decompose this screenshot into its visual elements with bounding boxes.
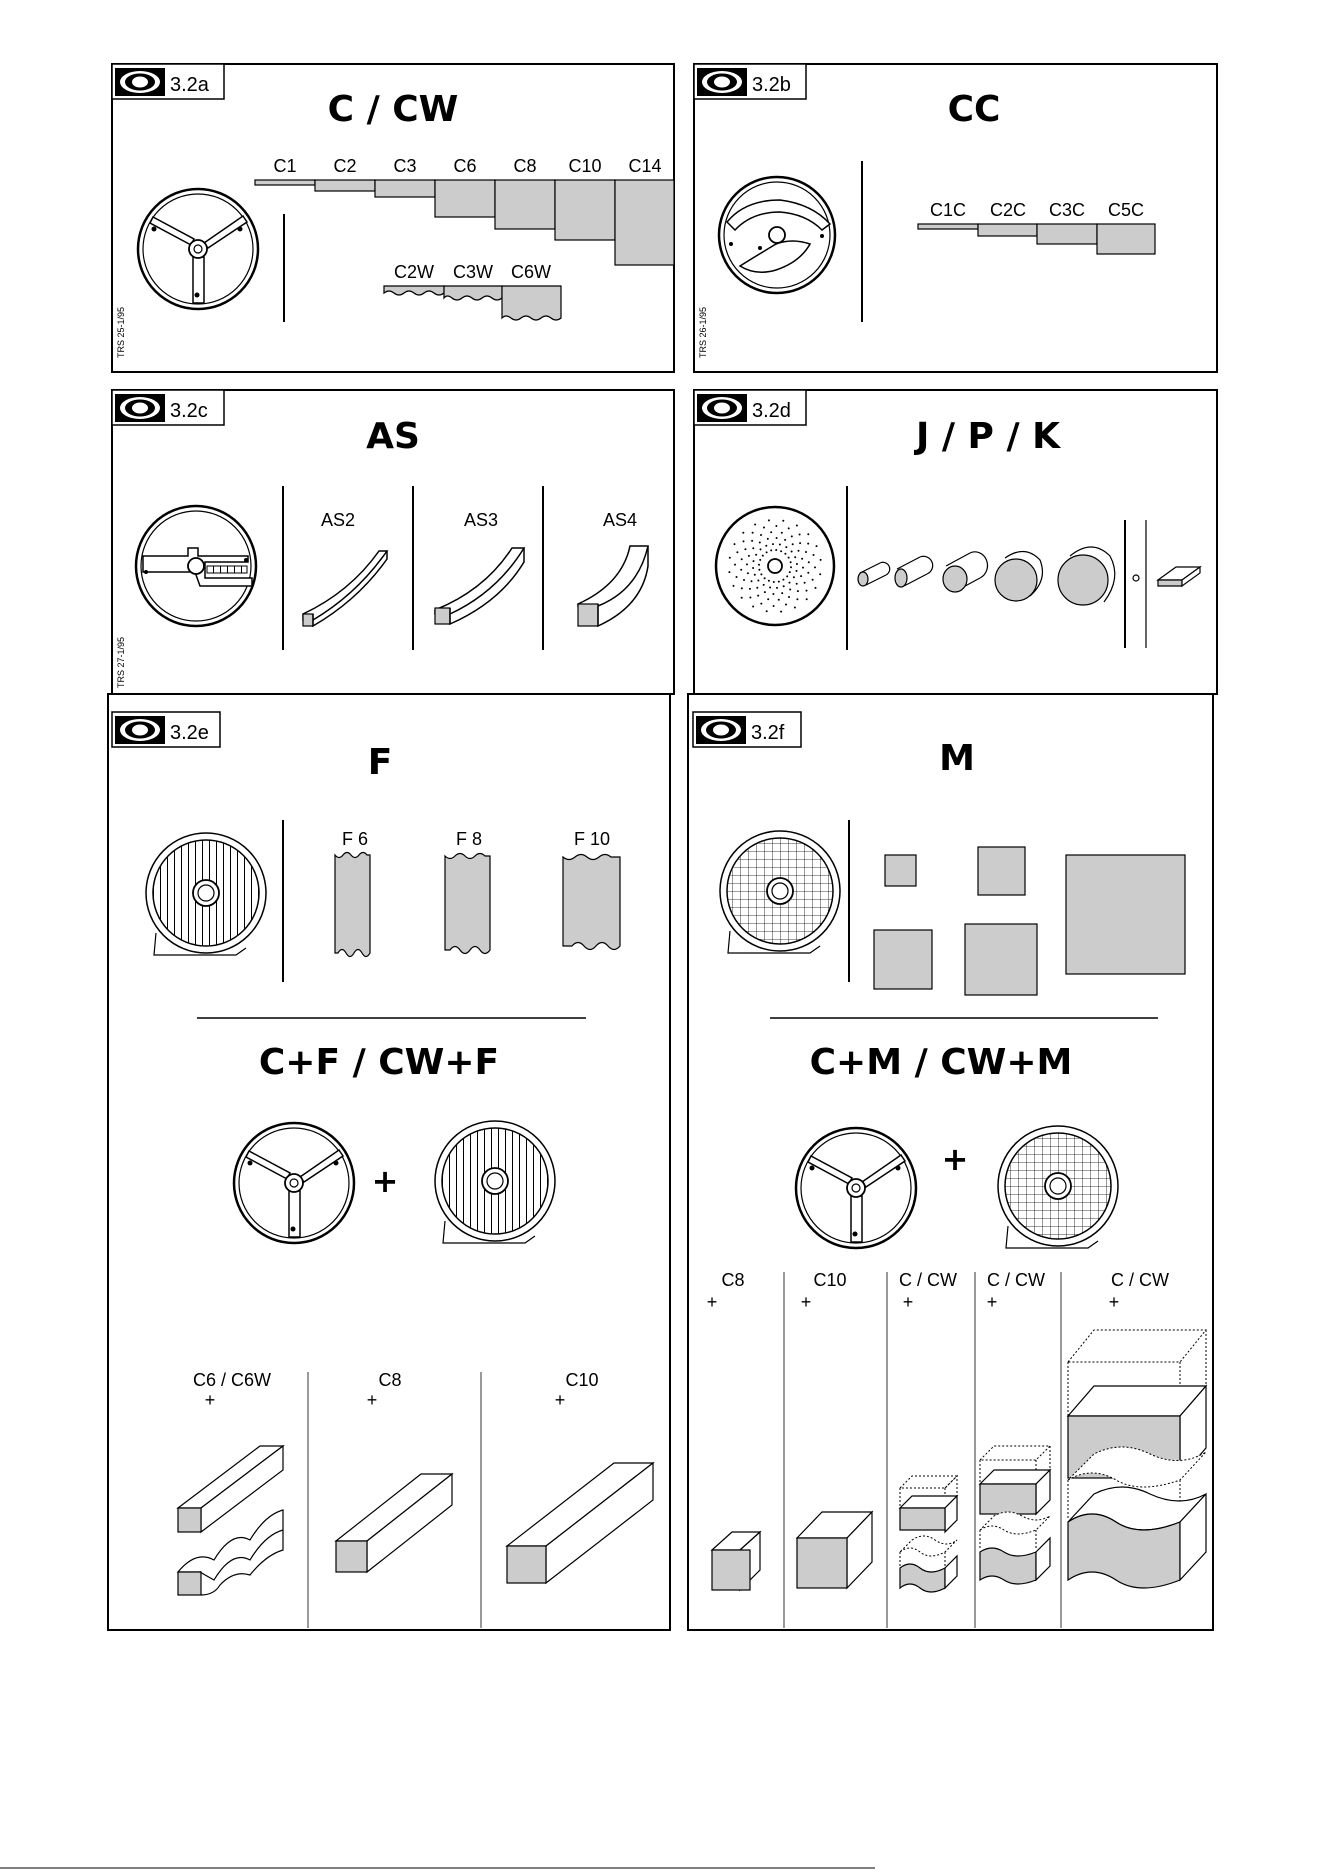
- grater-hole: [767, 598, 769, 600]
- panel-3-2c: [112, 390, 674, 694]
- cube-stack-medium: [980, 1446, 1050, 1584]
- grater-hole: [788, 527, 790, 529]
- grater-hole: [770, 549, 772, 551]
- slice-profiles: [255, 180, 674, 265]
- eye-icon: [115, 68, 165, 96]
- panel-title: F: [367, 742, 393, 783]
- fry-bar-c8: [336, 1474, 452, 1572]
- panel-code: 3.2f: [751, 722, 785, 744]
- grater-hole: [741, 597, 743, 599]
- grater-hole: [793, 576, 795, 578]
- fry-bar-c10: [507, 1463, 653, 1583]
- grater-hole: [800, 575, 802, 577]
- label-c5c: C5C: [1107, 200, 1145, 220]
- strip-as2: [303, 551, 387, 626]
- combo-label-ccw-2: C / CW: [987, 1270, 1045, 1290]
- grater-hole: [778, 599, 780, 601]
- grater-hole: [741, 558, 743, 560]
- grater-hole: [741, 587, 743, 589]
- strip-as3: [435, 548, 524, 624]
- grater-hole: [752, 547, 754, 549]
- slice-profiles: [918, 224, 1155, 254]
- cutting-disc-icon: [796, 1128, 916, 1248]
- grater-hole: [758, 564, 760, 566]
- grater-hole: [807, 543, 809, 545]
- grater-hole: [772, 593, 774, 595]
- grater-hole: [775, 549, 777, 551]
- reference-code: TRS 27-1/95: [116, 636, 126, 688]
- panel-code-badge: [694, 390, 806, 425]
- grater-hole: [749, 597, 751, 599]
- grater-hole: [760, 603, 762, 605]
- grater-hole: [748, 555, 750, 557]
- combo-label-c8: C8: [721, 1270, 745, 1290]
- slice-labels: [273, 156, 661, 176]
- grater-hole: [757, 580, 759, 582]
- cube-stack-large: [1068, 1330, 1206, 1588]
- panel-code-badge: [694, 64, 806, 99]
- label-c3c: C3C: [1048, 200, 1086, 220]
- grater-hole: [796, 598, 798, 600]
- grater-hole: [798, 550, 800, 552]
- wave-profiles: [384, 286, 561, 320]
- grater-hole: [770, 531, 772, 533]
- combo-plus: +: [204, 1390, 216, 1410]
- grater-hole: [759, 559, 761, 561]
- grater-hole: [744, 548, 746, 550]
- combo-label-c6: C6 / C6W: [192, 1370, 272, 1390]
- grater-hole: [743, 540, 745, 542]
- panel-code-badge: [112, 712, 220, 747]
- grater-hole: [796, 583, 798, 585]
- grater-hole: [760, 548, 762, 550]
- flake-shape: [1158, 567, 1200, 586]
- grater-hole: [794, 607, 796, 609]
- grater-hole: [762, 555, 764, 557]
- grater-hole: [746, 563, 748, 565]
- label-as3: AS3: [463, 510, 499, 530]
- grater-hole: [758, 569, 760, 571]
- combo-label-ccw-3: C / CW: [1111, 1270, 1169, 1290]
- grater-hole: [807, 533, 809, 535]
- eye-icon: [696, 716, 746, 744]
- grater-hole: [768, 519, 770, 521]
- grater-hole: [734, 564, 736, 566]
- grater-hole: [786, 575, 788, 577]
- slice-labels: [930, 200, 1144, 220]
- grater-hole: [781, 592, 783, 594]
- grater-hole: [796, 570, 798, 572]
- panel-title: M: [939, 738, 975, 779]
- grater-hole: [754, 574, 756, 576]
- grater-hole: [781, 532, 783, 534]
- panel-title: C / CW: [327, 89, 459, 130]
- grating-disc-icon: [716, 507, 834, 625]
- grater-hole: [751, 580, 753, 582]
- grater-hole: [790, 561, 792, 563]
- grater-hole: [794, 556, 796, 558]
- grater-hole: [815, 587, 817, 589]
- grater-hole: [807, 572, 809, 574]
- grater-hole: [752, 532, 754, 534]
- plus-sign: +: [371, 1162, 399, 1200]
- panel-3-2d: [694, 390, 1217, 694]
- grater-hole: [792, 543, 794, 545]
- combo-label-c8: C8: [378, 1370, 402, 1390]
- grater-hole: [791, 535, 793, 537]
- combo-label-ccw-1: C / CW: [899, 1270, 957, 1290]
- panel-3-2b: [694, 64, 1217, 372]
- combo-plus: +: [1108, 1292, 1120, 1312]
- grater-hole: [780, 550, 782, 552]
- grater-hole: [796, 525, 798, 527]
- label-c10: C10: [568, 156, 602, 176]
- grater-hole: [797, 590, 799, 592]
- label-c6: C6: [453, 156, 477, 176]
- combo-title: C+F / CW+F: [258, 1042, 500, 1083]
- eye-icon: [115, 394, 165, 422]
- grater-hole: [789, 589, 791, 591]
- grater-hole: [778, 581, 780, 583]
- cube-stack-small: [900, 1476, 957, 1592]
- panel-code-badge: [693, 712, 801, 747]
- label-c3: C3: [393, 156, 417, 176]
- grater-hole: [804, 582, 806, 584]
- eye-icon: [697, 394, 747, 422]
- grater-hole: [768, 580, 770, 582]
- grater-hole: [766, 610, 768, 612]
- fine-grate-dot: [1133, 575, 1139, 581]
- panel-3-2a: [112, 64, 674, 372]
- label-c8: C8: [513, 156, 537, 176]
- label-c1c: C1C: [929, 200, 967, 220]
- grater-hole: [783, 585, 785, 587]
- grater-hole: [802, 567, 804, 569]
- combo-plus: +: [554, 1390, 566, 1410]
- grater-hole: [752, 606, 754, 608]
- panel-code: 3.2c: [170, 400, 208, 422]
- label-c1: C1: [273, 156, 297, 176]
- grater-hole: [756, 587, 758, 589]
- grater-hole: [780, 611, 782, 613]
- label-c3w: C3W: [453, 262, 493, 282]
- grater-hole: [785, 604, 787, 606]
- grater-hole: [759, 542, 761, 544]
- grater-hole: [805, 551, 807, 553]
- grater-hole: [782, 579, 784, 581]
- combo-plus: +: [902, 1292, 914, 1312]
- label-as4: AS4: [602, 510, 638, 530]
- grater-hole: [757, 595, 759, 597]
- grater-hole: [751, 540, 753, 542]
- label-c6w: C6W: [511, 262, 551, 282]
- grater-hole: [806, 598, 808, 600]
- grater-hole: [813, 554, 815, 556]
- grater-hole: [765, 545, 767, 547]
- panel-code-badge: [112, 64, 224, 99]
- shred-shapes: [858, 547, 1115, 605]
- grater-hole: [767, 538, 769, 540]
- grater-hole: [728, 571, 730, 573]
- grater-hole: [801, 558, 803, 560]
- combo-plus: +: [800, 1292, 812, 1312]
- grater-hole: [788, 596, 790, 598]
- grater-hole: [806, 590, 808, 592]
- grater-hole: [747, 572, 749, 574]
- grater-hole: [785, 546, 787, 548]
- panel-3-2e: [108, 694, 670, 1630]
- grater-hole: [814, 566, 816, 568]
- fry-strips: [335, 853, 620, 957]
- combo-plus: +: [706, 1292, 718, 1312]
- grater-hole: [784, 553, 786, 555]
- grater-hole: [769, 587, 771, 589]
- cutting-disc-icon: [719, 177, 835, 293]
- grater-hole: [782, 520, 784, 522]
- combo-label-c10: C10: [565, 1370, 599, 1390]
- grater-hole: [791, 551, 793, 553]
- label-f10: F 10: [573, 829, 611, 849]
- combo-title: C+M / CW+M: [809, 1042, 1073, 1083]
- grater-hole: [754, 524, 756, 526]
- panel-code: 3.2d: [752, 400, 791, 422]
- dicing-grid-icon: [998, 1126, 1118, 1248]
- cutting-disc-icon: [234, 1123, 354, 1243]
- grater-hole: [753, 560, 755, 562]
- panel-title: J / P / K: [915, 416, 1061, 457]
- grater-hole: [752, 567, 754, 569]
- combo-plus: +: [366, 1390, 378, 1410]
- grater-hole: [764, 591, 766, 593]
- panel-title: CC: [947, 89, 1001, 130]
- grater-hole: [766, 551, 768, 553]
- grater-hole: [740, 569, 742, 571]
- grater-hole: [749, 588, 751, 590]
- eye-icon: [697, 68, 747, 96]
- grater-hole: [760, 573, 762, 575]
- panel-code: 3.2e: [170, 722, 209, 744]
- grater-hole: [773, 605, 775, 607]
- panel-title: AS: [366, 416, 420, 457]
- julienne-disc-icon: [136, 506, 256, 626]
- label-f8: F 8: [455, 829, 483, 849]
- label-as2: AS2: [320, 510, 356, 530]
- grater-hole: [763, 584, 765, 586]
- panel-code-badge: [112, 390, 224, 425]
- grater-hole: [776, 587, 778, 589]
- grater-hole: [819, 573, 821, 575]
- reference-code: TRS 26-1/95: [698, 306, 708, 358]
- grater-hole: [788, 557, 790, 559]
- reference-code: TRS 25-1/95: [116, 306, 126, 358]
- panel-code: 3.2a: [170, 74, 209, 96]
- grater-hole: [760, 534, 762, 536]
- cube-c10: [797, 1512, 872, 1588]
- grater-hole: [755, 554, 757, 556]
- panel-code: 3.2b: [752, 74, 791, 96]
- grater-hole: [742, 532, 744, 534]
- grater-hole: [799, 542, 801, 544]
- grater-hole: [736, 576, 738, 578]
- panel-3-2f: [688, 694, 1213, 1630]
- grater-hole: [772, 543, 774, 545]
- cube-c8: [712, 1532, 760, 1590]
- grater-hole: [779, 544, 781, 546]
- dicing-grid-icon: [720, 831, 840, 953]
- grater-hole: [789, 582, 791, 584]
- grater-hole: [789, 571, 791, 573]
- plus-sign: +: [941, 1140, 969, 1178]
- combo-plus: +: [986, 1292, 998, 1312]
- french-fry-grid-icon: [435, 1121, 555, 1243]
- french-fry-grid-icon: [146, 833, 266, 955]
- grater-hole: [729, 557, 731, 559]
- grater-hole: [776, 537, 778, 539]
- eye-icon: [115, 716, 165, 744]
- combo-label-c10: C10: [813, 1270, 847, 1290]
- grater-hole: [790, 566, 792, 568]
- label-c14: C14: [628, 156, 662, 176]
- grater-hole: [775, 525, 777, 527]
- grater-hole: [773, 581, 775, 583]
- grater-hole: [764, 577, 766, 579]
- grater-hole: [736, 551, 738, 553]
- wave-labels: [394, 262, 551, 282]
- grater-hole: [808, 561, 810, 563]
- grater-hole: [743, 579, 745, 581]
- grater-hole: [820, 559, 822, 561]
- grater-hole: [799, 534, 801, 536]
- label-c2c: C2C: [989, 200, 1027, 220]
- grater-hole: [734, 543, 736, 545]
- grater-hole: [812, 579, 814, 581]
- grater-hole: [784, 539, 786, 541]
- cutting-disc-icon: [138, 189, 258, 309]
- strip-as4: [578, 546, 648, 626]
- label-c2: C2: [333, 156, 357, 176]
- grater-hole: [733, 585, 735, 587]
- label-f6: F 6: [341, 829, 369, 849]
- grater-hole: [816, 545, 818, 547]
- grater-hole: [763, 527, 765, 529]
- label-c2w: C2W: [394, 262, 434, 282]
- dice-sizes: [874, 847, 1185, 995]
- grater-hole: [796, 563, 798, 565]
